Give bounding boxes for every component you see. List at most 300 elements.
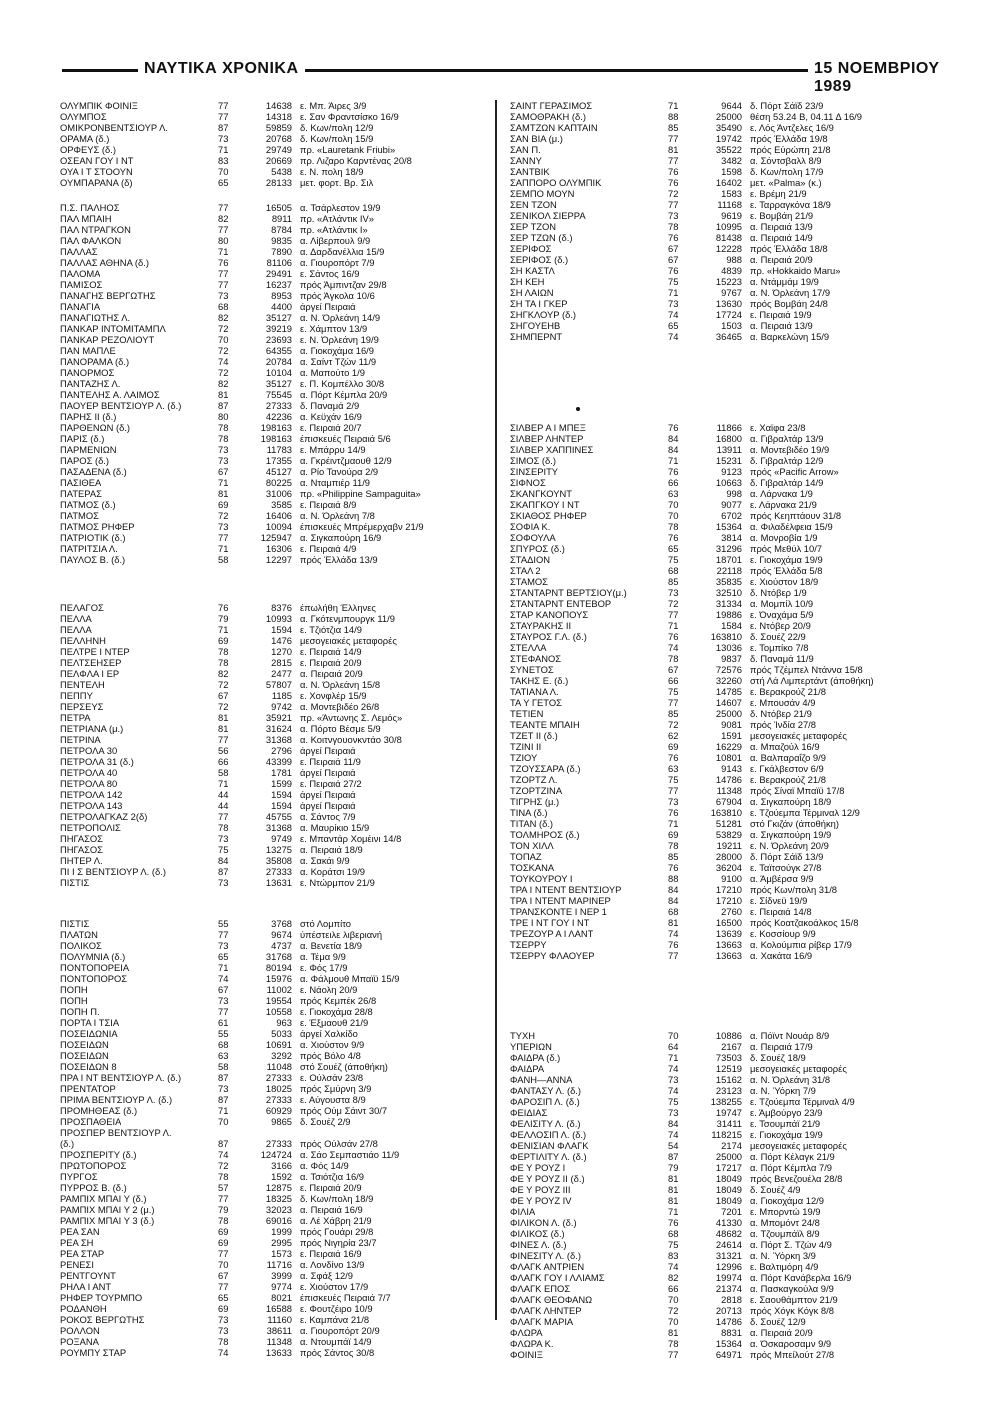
position: ε. Μπουσάν 4/9 xyxy=(750,697,816,708)
position: μεσογειακές μεταφορές xyxy=(750,730,847,741)
position: ε. Βομβάη 21/9 xyxy=(750,210,814,221)
ship-row xyxy=(60,984,510,995)
build-year: 73 xyxy=(218,444,229,455)
tonnage: 7890 xyxy=(271,246,292,257)
position: ε. Βερακρούζ 21/8 xyxy=(750,686,826,697)
tonnage: 13631 xyxy=(265,877,292,888)
tonnage: 31296 xyxy=(715,543,742,554)
position: ύπέστειλε λιβεριανή xyxy=(300,929,383,940)
ship-list-block xyxy=(510,422,960,961)
build-year: 79 xyxy=(218,613,229,624)
ship-row xyxy=(510,1129,960,1140)
tonnage: 51281 xyxy=(715,818,742,829)
ship-row xyxy=(510,774,960,785)
tonnage: 23693 xyxy=(265,334,292,345)
tonnage: 27333 xyxy=(265,1072,292,1083)
position: ε. Ν. Όρλεάνη 19/9 xyxy=(300,334,379,345)
position: α. Ν. Ύόρκη 3/9 xyxy=(750,1250,816,1261)
build-year: 69 xyxy=(668,829,679,840)
ship-name: ΠΑΣΑΔΕΝΑ (δ.) xyxy=(60,466,127,477)
tonnage: 3292 xyxy=(271,1050,292,1061)
ship-row xyxy=(60,345,510,356)
ship-name: ΣΙΛΒΕΡ ΛΗΝΤΕΡ xyxy=(510,433,584,444)
position: ε. Όναχάμα 5/9 xyxy=(750,609,814,620)
ship-name: ΤΡΕΖΟΥΡ Α Ι ΛΑΝΤ xyxy=(510,928,594,939)
tonnage: 12996 xyxy=(715,1261,742,1272)
ship-row xyxy=(60,1017,510,1028)
ship-row xyxy=(510,1063,960,1074)
ship-name: ΣΤΕΛΛΑ xyxy=(510,642,547,653)
position: α. Πειραιά 20/9 xyxy=(300,668,363,679)
tonnage: 15231 xyxy=(715,455,742,466)
tonnage: 11002 xyxy=(266,984,292,995)
tonnage: 27333 xyxy=(265,400,292,411)
build-year: 79 xyxy=(218,1204,229,1215)
build-year: 67 xyxy=(218,466,229,477)
build-year: 72 xyxy=(668,188,679,199)
ship-name: ΠΕΤΡΟΛΑ 30 xyxy=(60,745,118,756)
tonnage: 1583 xyxy=(721,188,742,199)
position: α. Βαλπαραΐζο 9/9 xyxy=(750,752,826,763)
build-year: 81 xyxy=(218,712,229,723)
ship-name: ΠΑΝΟΡΜΟΣ xyxy=(60,367,115,378)
build-year: 74 xyxy=(668,1261,679,1272)
ship-name: ΣΕΝΙΚΟΛ ΣΙΕΡΡΑ xyxy=(510,210,586,221)
build-year: 67 xyxy=(218,690,229,701)
ship-name: ΣΕΡ ΤΖΩΝ (δ.) xyxy=(510,232,573,243)
build-year: 87 xyxy=(218,1138,229,1149)
ship-name: ΦΟΙΝΙΞ xyxy=(510,1349,543,1360)
tonnage: 72576 xyxy=(715,664,742,675)
ship-name: ΠΡΟΜΗΘΕΑΣ (δ.) xyxy=(60,1105,138,1116)
ship-name: ΦΕΙΔΙΑΣ xyxy=(510,1107,548,1118)
position: α. Μαπούτο 1/9 xyxy=(300,367,365,378)
ship-name: ΠΑΛΛΑΣ ΑΘΗΝΑ (δ.) xyxy=(60,257,149,268)
build-year: 77 xyxy=(668,950,679,961)
ship-row xyxy=(510,1349,960,1360)
ship-name: ΤΡΑΝΣΚΟΝΤΕ Ι ΝΕΡ 1 xyxy=(510,906,607,917)
build-year: 78 xyxy=(668,1338,679,1349)
ship-row xyxy=(60,723,510,734)
build-year: 66 xyxy=(218,756,229,767)
build-year: 77 xyxy=(218,929,229,940)
tonnage: 10993 xyxy=(265,613,292,624)
ship-row xyxy=(60,657,510,668)
ship-name: ΠΡΙΜΑ ΒΕΝΤΣΙΟΥΡ Λ. (δ.) xyxy=(60,1094,173,1105)
tonnage: 1594 xyxy=(271,800,292,811)
position: ε. Ταϊτσούγκ 27/8 xyxy=(750,862,822,873)
position: ε. Σάντος 16/9 xyxy=(300,268,360,279)
tonnage: 36465 xyxy=(715,331,742,342)
position: πρ. «Hokkaido Maru» xyxy=(750,265,841,276)
ship-name: ΣΑΙΝΤ ΓΕΡΑΣΙΜΟΣ xyxy=(510,100,593,111)
ship-row xyxy=(510,642,960,653)
position: α. Πόρτ Κέμπλα 7/9 xyxy=(750,1162,833,1173)
position: α. Γκότενμπουργκ 11/9 xyxy=(300,613,395,624)
tonnage: 16402 xyxy=(715,177,742,188)
position: πρ. «Lauretank Friubi» xyxy=(300,144,396,155)
build-year: 78 xyxy=(668,653,679,664)
build-year: 76 xyxy=(668,807,679,818)
ship-name: ΣΑΝΤΒΙΚ xyxy=(510,166,550,177)
ship-row xyxy=(60,1127,510,1138)
tonnage: 73503 xyxy=(715,1052,742,1063)
ship-name: ΦΙΛΙΑ xyxy=(510,1206,536,1217)
position: α. Τσιότζια 16/9 xyxy=(300,1171,364,1182)
build-year: 70 xyxy=(668,499,679,510)
position: ε. Πειραιά 27/2 xyxy=(300,778,362,789)
tonnage: 15162 xyxy=(715,1074,742,1085)
tonnage: 8376 xyxy=(271,602,292,613)
position: ε. Πειραιά 14/8 xyxy=(750,906,812,917)
build-year: 69 xyxy=(668,741,679,752)
build-year: 69 xyxy=(218,499,229,510)
position: ε. Τζιότζια 14/9 xyxy=(300,624,362,635)
ship-name: ΠΑΤΜΟΣ ΡΗΦΕΡ xyxy=(60,521,135,532)
tonnage: 31006 xyxy=(265,488,292,499)
build-year: 75 xyxy=(668,686,679,697)
tonnage: 2760 xyxy=(721,906,742,917)
ship-row xyxy=(60,246,510,257)
position: α. Πειραιά 20/9 xyxy=(750,1327,813,1338)
position: πρός Γουάρι 29/8 xyxy=(300,1226,374,1237)
position: ε. Πειραιά 20/9 xyxy=(300,657,362,668)
build-year: 78 xyxy=(218,822,229,833)
build-year: 68 xyxy=(218,1039,229,1050)
ship-row xyxy=(60,202,510,213)
position: δ. Ντόβερ 21/9 xyxy=(750,708,812,719)
build-year: 72 xyxy=(218,701,229,712)
tonnage: 9100 xyxy=(721,873,742,884)
build-year: 76 xyxy=(668,177,679,188)
ship-row xyxy=(510,840,960,851)
ship-name: ΠΑΡΟΣ (δ.) xyxy=(60,455,110,466)
build-year: 76 xyxy=(668,166,679,177)
tonnage: 998 xyxy=(726,488,742,499)
build-year: 78 xyxy=(218,1336,229,1347)
ship-name: ΠΑΤΜΟΣ xyxy=(60,510,99,521)
position: α. Σακάι 9/9 xyxy=(300,855,350,866)
tonnage: 43399 xyxy=(265,756,292,767)
ship-name: ΤΖΟΥΣΣΑΡΑ (δ.) xyxy=(510,763,581,774)
tonnage: 11160 xyxy=(267,1314,292,1325)
build-year: 76 xyxy=(668,939,679,950)
ship-row xyxy=(510,276,960,287)
tonnage: 1185 xyxy=(271,690,292,701)
tonnage: 9674 xyxy=(271,929,292,940)
ship-row xyxy=(510,664,960,675)
tonnage: 10801 xyxy=(715,752,742,763)
build-year: 78 xyxy=(668,521,679,532)
ship-row xyxy=(60,1303,510,1314)
ship-name: ΣΤΑΜΟΣ xyxy=(510,576,548,587)
tonnage: 11348 xyxy=(716,785,742,796)
build-year: 71 xyxy=(218,477,229,488)
tonnage: 198163 xyxy=(260,433,292,444)
ship-row xyxy=(510,763,960,774)
ship-name: ΠΑΜΙΣΟΣ xyxy=(60,279,103,290)
position: άργεί Πειραιά xyxy=(300,800,356,811)
ship-row xyxy=(60,323,510,334)
ship-row xyxy=(60,122,510,133)
build-year: 81 xyxy=(668,1195,679,1206)
column-divider xyxy=(495,100,497,1320)
position: έπισκευές Μπρέμερχαβν 21/9 xyxy=(300,521,424,532)
position: α. Πόρτ Κέλαγκ 21/9 xyxy=(750,1151,835,1162)
tonnage: 9742 xyxy=(271,701,292,712)
ship-row xyxy=(60,1325,510,1336)
build-year: 62 xyxy=(668,730,679,741)
tonnage: 14607 xyxy=(715,697,742,708)
position: ε. Λάρνακα 21/9 xyxy=(750,499,817,510)
position: α. Γιοκοχάμα 16/9 xyxy=(300,345,374,356)
ship-name: ΦΛΑΓΚ ΕΠΟΣ xyxy=(510,1283,571,1294)
tonnage: 31368 xyxy=(265,734,292,745)
build-year: 78 xyxy=(218,433,229,444)
position: ε. Ντώρμπον 21/9 xyxy=(300,877,375,888)
build-year: 74 xyxy=(218,1347,229,1358)
ship-row xyxy=(510,488,960,499)
tonnage: 1573 xyxy=(271,1248,292,1259)
build-year: 66 xyxy=(668,477,679,488)
ship-name: ΦΑΙΔΡΑ (δ.) xyxy=(510,1052,561,1063)
build-year: 80 xyxy=(218,411,229,422)
position: ε. Χαϊφα 23/8 xyxy=(750,422,806,433)
build-year: 70 xyxy=(218,1116,229,1127)
ship-row xyxy=(60,433,510,444)
tonnage: 198163 xyxy=(260,422,292,433)
tonnage: 1781 xyxy=(271,767,292,778)
ship-row xyxy=(60,1215,510,1226)
ship-name: ΠΑΝΤΑΖΗΣ Λ. xyxy=(60,378,121,389)
build-year: 54 xyxy=(668,1140,679,1151)
ship-row xyxy=(510,1184,960,1195)
ship-row xyxy=(510,188,960,199)
position: ε. Λός Άντζελες 16/9 xyxy=(750,122,834,133)
ship-name: ΦΑΙΔΡΑ xyxy=(510,1063,545,1074)
ship-row xyxy=(510,210,960,221)
tonnage: 1598 xyxy=(721,166,742,177)
tonnage: 16406 xyxy=(265,510,292,521)
ship-name: ΠΕΛΤΣΕΗΣΕΡ xyxy=(60,657,122,668)
position: α. Φός 14/9 xyxy=(300,1160,349,1171)
ship-name: ΡΟΛΛΟΝ xyxy=(60,1325,100,1336)
build-year: 71 xyxy=(218,962,229,973)
ship-row xyxy=(60,554,510,565)
tonnage: 13639 xyxy=(715,928,742,939)
tonnage: 41330 xyxy=(715,1217,742,1228)
build-year: 73 xyxy=(218,877,229,888)
build-year: 65 xyxy=(218,951,229,962)
position: μετ. φορτ. Βρ. Σιλ xyxy=(300,177,374,188)
tonnage: 2167 xyxy=(721,1041,742,1052)
ship-row xyxy=(510,221,960,232)
ship-name: ΠΟΝΤΟΠΟΡΕΙΑ xyxy=(60,962,130,973)
ship-row xyxy=(510,884,960,895)
tonnage: 59859 xyxy=(265,122,292,133)
ship-row xyxy=(60,1270,510,1281)
tonnage: 3999 xyxy=(271,1270,292,1281)
ship-row xyxy=(60,1116,510,1127)
build-year: 75 xyxy=(668,774,679,785)
ship-name: ΤΡΑ Ι ΝΤΕΝΤ ΒΕΝΤΣΙΟΥΡ xyxy=(510,884,622,895)
build-year: 71 xyxy=(218,1105,229,1116)
tonnage: 6702 xyxy=(721,510,742,521)
ship-row xyxy=(510,554,960,565)
ship-list-block xyxy=(60,602,510,888)
position: α. Γκρέιντζμαουθ 12/9 xyxy=(300,455,392,466)
tonnage: 13036 xyxy=(715,642,742,653)
build-year: 76 xyxy=(668,862,679,873)
tonnage: 124724 xyxy=(260,1149,292,1160)
ship-row xyxy=(510,1162,960,1173)
build-year: 76 xyxy=(218,257,229,268)
position: α. Πειραιά 13/9 xyxy=(750,221,813,232)
ship-name: Π.Σ. ΠΑΛΗΟΣ xyxy=(60,202,120,213)
ship-row xyxy=(60,756,510,767)
ship-name: ΣΕΝ ΤΖΟΝ xyxy=(510,199,557,210)
ship-row xyxy=(60,877,510,888)
build-year: 70 xyxy=(668,1030,679,1041)
ship-name: ΠΕΛΛΑ xyxy=(60,624,92,635)
tonnage: 1270 xyxy=(271,646,292,657)
build-year: 84 xyxy=(668,895,679,906)
ship-row xyxy=(60,1292,510,1303)
tonnage: 2477 xyxy=(271,668,292,679)
tonnage: 1999 xyxy=(271,1226,292,1237)
ship-list-block xyxy=(60,918,510,1358)
ship-row xyxy=(60,1171,510,1182)
build-year: 74 xyxy=(218,356,229,367)
tonnage: 14786 xyxy=(715,774,742,785)
build-year: 76 xyxy=(668,422,679,433)
position: ε. Βαλτιμόρη 4/9 xyxy=(750,1261,819,1272)
build-year: 55 xyxy=(218,918,229,929)
build-year: 70 xyxy=(668,1294,679,1305)
build-year: 55 xyxy=(218,1028,229,1039)
position: πρός Ούμ Σάιντ 30/7 xyxy=(300,1105,388,1116)
print-mark xyxy=(576,407,580,411)
tonnage: 3814 xyxy=(721,532,742,543)
build-year: 88 xyxy=(668,873,679,884)
ship-row xyxy=(510,422,960,433)
ship-row xyxy=(60,1314,510,1325)
ship-name: ΠΑΡΜΕΝΙΩΝ xyxy=(60,444,117,455)
ship-row xyxy=(60,1094,510,1105)
build-year: 81 xyxy=(218,723,229,734)
tonnage: 27333 xyxy=(265,866,292,877)
build-year: 71 xyxy=(218,543,229,554)
ship-name: ΠΕΛΛΗΝΗ xyxy=(60,635,106,646)
ship-row xyxy=(510,1030,960,1041)
ship-name: ΠΑΤΡΙΤΣΙΑ Λ. xyxy=(60,543,118,554)
position: ε. Ντόβερ 20/9 xyxy=(750,620,811,631)
ship-name: ΠΑΛ ΜΠΑΙΗ xyxy=(60,213,112,224)
position: πρός Έλλάδα 19/8 xyxy=(750,133,828,144)
ship-row xyxy=(510,499,960,510)
build-year: 73 xyxy=(218,1314,229,1325)
position: α. Πειραιά 13/9 xyxy=(750,320,813,331)
ship-name: ΠΕΛΤΡΕ Ι ΝΤΕΡ xyxy=(60,646,130,657)
ship-name: ΠΕΝΤΕΛΗ xyxy=(60,679,105,690)
ship-row xyxy=(60,224,510,235)
ship-name: ΦΑΝΗ—ΑΝΝΑ xyxy=(510,1074,573,1085)
position: α. Σιγκαπούρη 16/9 xyxy=(300,532,382,543)
build-year: 63 xyxy=(668,488,679,499)
position: πρός Σίναϊ Μπαϊϋ 17/8 xyxy=(750,785,845,796)
ship-name: ΤΙΝΑ (δ.) xyxy=(510,807,548,818)
issue-date: 15 ΝΟΕΜΒΡΙΟΥ 1989 xyxy=(808,60,972,96)
ship-name: ΠΡΟΣΠΕΡ ΒΕΝΤΣΙΟΥΡ Λ. xyxy=(60,1127,172,1138)
build-year: 65 xyxy=(218,1292,229,1303)
ship-name: ΣΤΑΝΤΑΡΝΤ ΒΕΡΤΣΙΟΥ(μ.) xyxy=(510,587,627,598)
position: ε. Τσουμπάϊ 21/9 xyxy=(750,1118,821,1129)
ship-row xyxy=(60,833,510,844)
ship-name: ΣΙΛΒΕΡ Α Ι ΜΠΕΞ xyxy=(510,422,586,433)
ship-name: ΠΑΛΛΑΣ xyxy=(60,246,98,257)
build-year: 84 xyxy=(668,433,679,444)
ship-row xyxy=(510,1272,960,1283)
tonnage: 12875 xyxy=(265,1182,292,1193)
tonnage: 14786 xyxy=(715,1316,742,1327)
build-year: 70 xyxy=(218,166,229,177)
ship-row xyxy=(510,254,960,265)
position: α. Σφάξ 12/9 xyxy=(300,1270,353,1281)
position: άργεί Πειραιά xyxy=(300,301,356,312)
position: ε. Τομπίκο 7/8 xyxy=(750,642,809,653)
ship-name: ΠΕΤΡΑ xyxy=(60,712,91,723)
position: α. Τέμα 9/9 xyxy=(300,951,346,962)
ship-name: ΠΟΣΕΙΔΩΝ xyxy=(60,1039,109,1050)
ship-name: ΠΑΣΙΘΕΑ xyxy=(60,477,102,488)
position: α. Σάντος 7/9 xyxy=(300,811,356,822)
ship-row xyxy=(510,510,960,521)
ship-name: ΣΟΦΙΑ Κ. xyxy=(510,521,551,532)
position: ε. Γιοκοχάμα 28/8 xyxy=(300,1006,373,1017)
ship-row xyxy=(510,1228,960,1239)
ship-row xyxy=(60,455,510,466)
tonnage: 9143 xyxy=(721,763,742,774)
build-year: 74 xyxy=(668,928,679,939)
position: ε. Πειραιά 20/9 xyxy=(300,1182,362,1193)
ship-row xyxy=(510,719,960,730)
build-year: 65 xyxy=(668,320,679,331)
ship-name: ΤΟΥΚΟΥΡΟΥ Ι xyxy=(510,873,573,884)
ship-row xyxy=(510,1338,960,1349)
position: πρός Τζέμπελ Ντάννα 15/8 xyxy=(750,664,863,675)
ship-name: ΦΛΑΓΚ ΑΝΤΡΙΕΝ xyxy=(510,1261,585,1272)
tonnage: 2796 xyxy=(271,745,292,756)
build-year: 75 xyxy=(218,844,229,855)
position: πρός Μπείλούτ 27/8 xyxy=(750,1349,835,1360)
build-year: 65 xyxy=(218,177,229,188)
build-year: 67 xyxy=(668,664,679,675)
ship-row xyxy=(510,1041,960,1052)
position: δ. Πόρτ Σάϊδ 13/9 xyxy=(750,851,824,862)
tonnage: 14318 xyxy=(265,111,292,122)
tonnage: 16237 xyxy=(265,279,292,290)
tonnage: 10886 xyxy=(715,1030,742,1041)
ship-row xyxy=(510,122,960,133)
ship-name: ΠΟΛΥΜΝΙΑ (δ.) xyxy=(60,951,126,962)
tonnage: 31321 xyxy=(715,1250,742,1261)
tonnage: 16800 xyxy=(715,433,742,444)
ship-name: ΠΡΑ Ι ΝΤ ΒΕΝΤΣΙΟΥΡ Λ. (δ.) xyxy=(60,1072,182,1083)
build-year: 74 xyxy=(218,973,229,984)
ship-name: ΟΣΕΑΝ ΓΟΥ Ι ΝΤ xyxy=(60,155,134,166)
ship-name: ΠΕΤΡΟΛΑ 142 xyxy=(60,789,123,800)
position: πρός Κοατζακοάλκος 15/8 xyxy=(750,917,859,928)
